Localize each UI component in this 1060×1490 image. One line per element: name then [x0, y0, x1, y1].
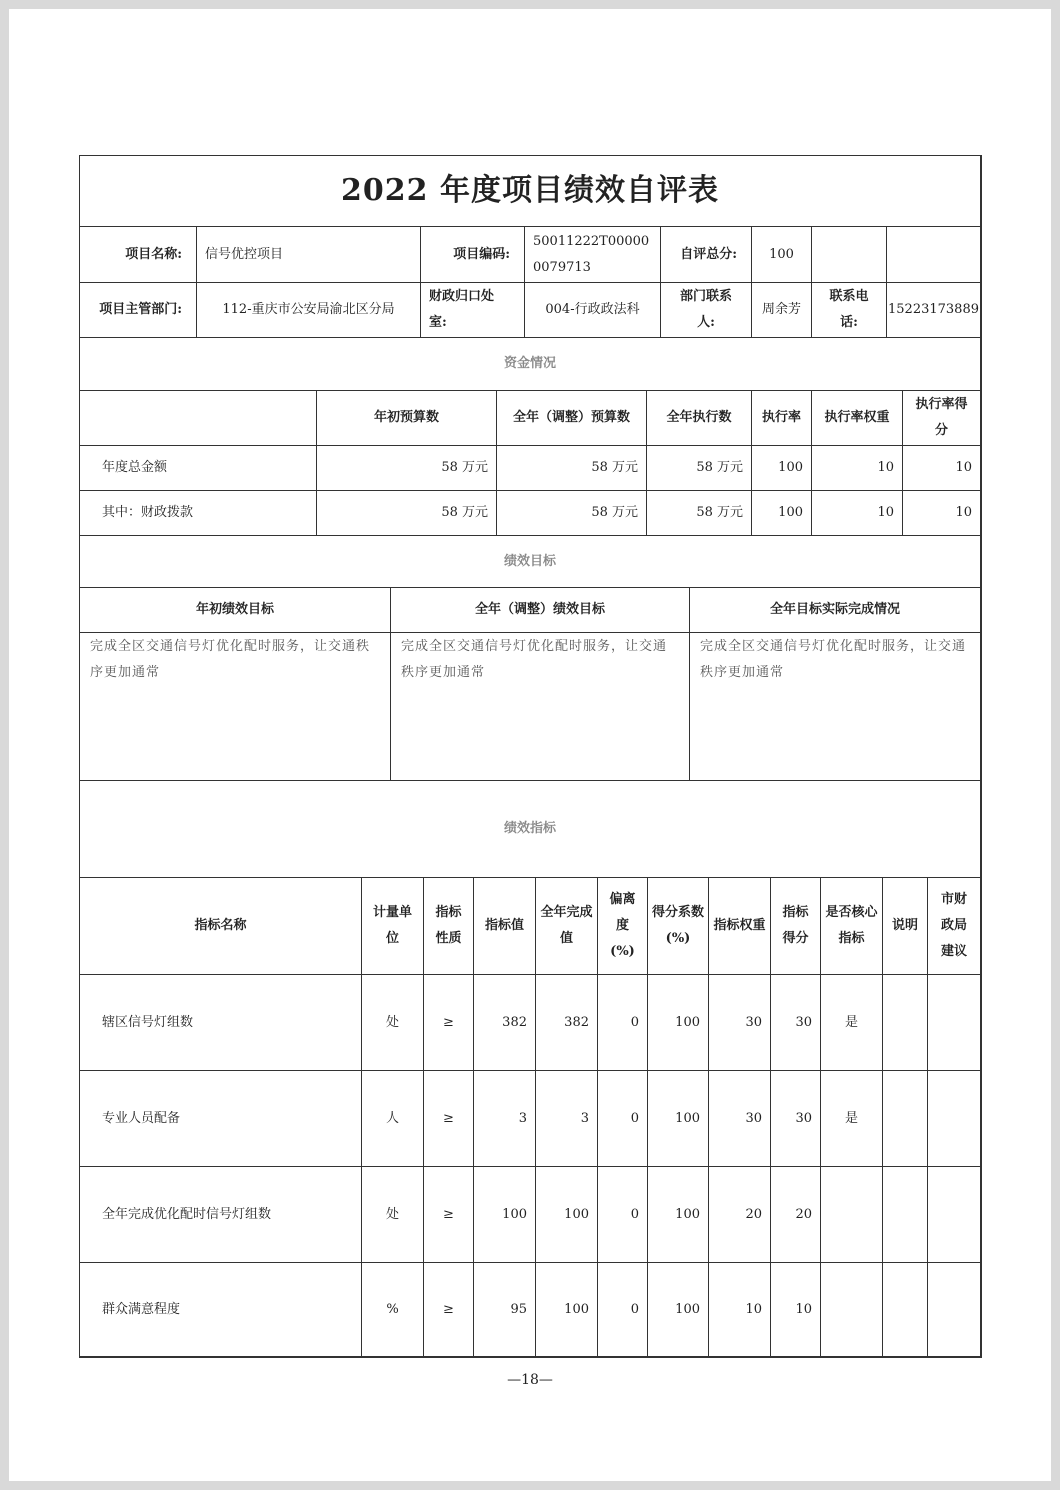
project-code-label: 项目编码:: [421, 227, 525, 283]
indicator-header: 得分系数(%): [648, 878, 709, 975]
indicator-header: 指标值: [474, 878, 536, 975]
funds-cell: 58 万元: [497, 491, 647, 536]
page-number: —18—: [507, 1372, 553, 1388]
funds-cell: 58 万元: [497, 446, 647, 491]
indicator-name: 专业人员配备: [80, 1071, 362, 1167]
indicator-header: 指标权重: [709, 878, 771, 975]
indicator-weight: 10: [709, 1263, 771, 1357]
funds-cell: 58 万元: [647, 491, 752, 536]
funds-cell: 58 万元: [317, 446, 497, 491]
funds-row-name: 年度总金额: [80, 446, 317, 491]
indicator-coefficient: 100: [648, 1263, 709, 1357]
goals-header: 全年目标实际完成情况: [690, 588, 981, 633]
funds-cell: 10: [903, 446, 981, 491]
indicator-unit: 处: [362, 1167, 424, 1263]
indicator-nature: ≥: [424, 1071, 474, 1167]
indicators-section-title: 绩效指标: [80, 781, 981, 878]
goals-header: 全年（调整）绩效目标: [391, 588, 690, 633]
indicator-coefficient: 100: [648, 1071, 709, 1167]
funds-cell: 100: [752, 491, 812, 536]
indicator-target: 95: [474, 1263, 536, 1357]
project-name-label: 项目名称:: [80, 227, 197, 283]
funds-cell: 58 万元: [317, 491, 497, 536]
self-score-label: 自评总分:: [661, 227, 752, 283]
indicator-header: 指标性质: [424, 878, 474, 975]
funds-header: 年初预算数: [317, 391, 497, 446]
indicator-header: 说明: [883, 878, 928, 975]
goal-actual: 完成全区交通信号灯优化配时服务，让交通秩序更加通常: [690, 633, 981, 781]
indicator-unit: 人: [362, 1071, 424, 1167]
indicator-score: 10: [771, 1263, 821, 1357]
indicator-deviation: 0: [598, 1263, 648, 1357]
indicator-header: 指标名称: [80, 878, 362, 975]
indicator-is-core: 是: [821, 975, 883, 1071]
indicator-suggestion: [928, 1071, 981, 1167]
indicator-note: [883, 1167, 928, 1263]
indicator-header: 是否核心指标: [821, 878, 883, 975]
indicator-note: [883, 1071, 928, 1167]
indicator-nature: ≥: [424, 975, 474, 1071]
indicator-weight: 20: [709, 1167, 771, 1263]
indicator-score: 30: [771, 975, 821, 1071]
phone-value: 15223173889: [887, 283, 981, 338]
self-score-value: 100: [752, 227, 812, 283]
indicator-suggestion: [928, 975, 981, 1071]
indicator-deviation: 0: [598, 975, 648, 1071]
empty-cell: [887, 227, 981, 283]
funds-header: 执行率: [752, 391, 812, 446]
indicator-nature: ≥: [424, 1167, 474, 1263]
dept-value: 112-重庆市公安局渝北区分局: [197, 283, 421, 338]
indicator-is-core: 是: [821, 1071, 883, 1167]
indicator-unit: 处: [362, 975, 424, 1071]
indicator-is-core: [821, 1263, 883, 1357]
finance-office-value: 004-行政政法科: [525, 283, 661, 338]
performance-evaluation-table: [79, 155, 982, 1358]
document-page: [9, 9, 1051, 1481]
table-title: 2022 年度项目绩效自评表: [80, 156, 981, 227]
funds-cell: 10: [812, 491, 903, 536]
indicator-name: 辖区信号灯组数: [80, 975, 362, 1071]
funds-header-blank: [80, 391, 317, 446]
indicator-suggestion: [928, 1263, 981, 1357]
indicator-header: 市财政局建议: [928, 878, 981, 975]
goal-adjusted: 完成全区交通信号灯优化配时服务，让交通秩序更加通常: [391, 633, 690, 781]
indicator-deviation: 0: [598, 1167, 648, 1263]
indicator-name: 群众满意程度: [80, 1263, 362, 1357]
indicator-header: 偏离度(%): [598, 878, 648, 975]
indicator-score: 20: [771, 1167, 821, 1263]
indicator-actual: 100: [536, 1167, 598, 1263]
contact-value: 周余芳: [752, 283, 812, 338]
indicator-deviation: 0: [598, 1071, 648, 1167]
indicator-header: 计量单位: [362, 878, 424, 975]
indicator-note: [883, 975, 928, 1071]
project-name-value: 信号优控项目: [197, 227, 421, 283]
indicator-actual: 3: [536, 1071, 598, 1167]
funds-header: 全年（调整）预算数: [497, 391, 647, 446]
indicator-target: 382: [474, 975, 536, 1071]
funds-header: 执行率权重: [812, 391, 903, 446]
indicator-weight: 30: [709, 975, 771, 1071]
indicator-actual: 100: [536, 1263, 598, 1357]
funds-cell: 58 万元: [647, 446, 752, 491]
funds-section-title: 资金情况: [80, 338, 981, 391]
indicator-note: [883, 1263, 928, 1357]
indicator-target: 3: [474, 1071, 536, 1167]
funds-header: 执行率得分: [903, 391, 981, 446]
indicator-is-core: [821, 1167, 883, 1263]
funds-cell: 100: [752, 446, 812, 491]
indicator-target: 100: [474, 1167, 536, 1263]
indicator-nature: ≥: [424, 1263, 474, 1357]
indicator-unit: %: [362, 1263, 424, 1357]
funds-cell: 10: [812, 446, 903, 491]
project-code-value: 50011222T000000079713: [525, 227, 661, 283]
indicator-header: 全年完成值: [536, 878, 598, 975]
indicator-name: 全年完成优化配时信号灯组数: [80, 1167, 362, 1263]
indicator-actual: 382: [536, 975, 598, 1071]
goal-initial: 完成全区交通信号灯优化配时服务，让交通秩序更加通常: [80, 633, 391, 781]
indicator-coefficient: 100: [648, 1167, 709, 1263]
indicator-score: 30: [771, 1071, 821, 1167]
goals-section-title: 绩效目标: [80, 536, 981, 588]
indicator-header: 指标得分: [771, 878, 821, 975]
dept-label: 项目主管部门:: [80, 283, 197, 338]
funds-row-name: 其中：财政拨款: [80, 491, 317, 536]
indicator-coefficient: 100: [648, 975, 709, 1071]
contact-label: 部门联系人:: [661, 283, 752, 338]
phone-label: 联系电话:: [812, 283, 887, 338]
indicator-suggestion: [928, 1167, 981, 1263]
funds-header: 全年执行数: [647, 391, 752, 446]
indicator-weight: 30: [709, 1071, 771, 1167]
empty-cell: [812, 227, 887, 283]
funds-cell: 10: [903, 491, 981, 536]
goals-header: 年初绩效目标: [80, 588, 391, 633]
finance-office-label: 财政归口处室:: [421, 283, 525, 338]
